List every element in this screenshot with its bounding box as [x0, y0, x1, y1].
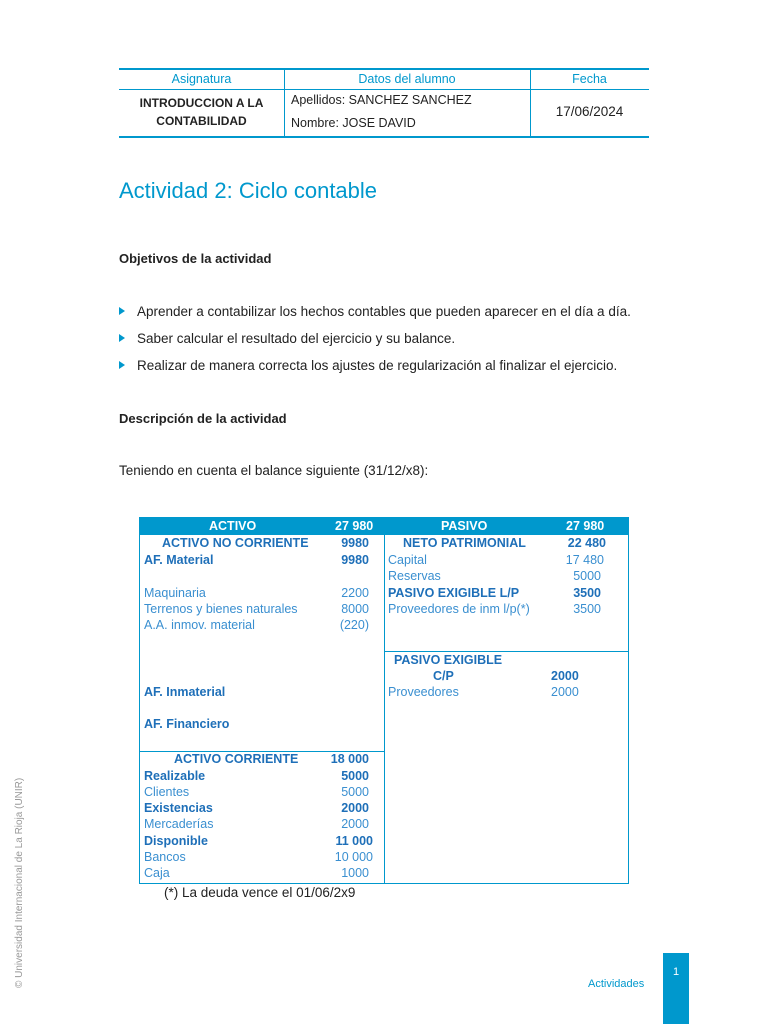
submission-date: 17/06/2024 [555, 104, 624, 119]
af-material-total: 9980 [341, 553, 369, 567]
reservas-value: 5000 [573, 569, 601, 583]
mercaderias-value: 2000 [341, 817, 369, 831]
bullet-icon [119, 361, 125, 369]
subject-line-2: CONTABILIDAD [156, 114, 247, 128]
objectives-heading: Objetivos de la actividad [119, 251, 272, 266]
pecp-label: PASIVO EXIGIBLE [394, 653, 503, 667]
header-row [119, 70, 649, 90]
anc-total: 9980 [341, 536, 369, 550]
realizable-value: 5000 [341, 769, 369, 783]
np-label: NETO PATRIMONIAL [403, 536, 526, 550]
bancos-value: 10 000 [334, 850, 373, 864]
np-total: 22 480 [567, 536, 606, 550]
anc-label: ACTIVO NO CORRIENTE [162, 536, 309, 550]
subject-line-1: INTRODUCCION A LA [139, 96, 264, 110]
maquinaria-label: Maquinaria [144, 586, 206, 600]
page-title: Actividad 2: Ciclo contable [119, 178, 378, 203]
header-divider [284, 70, 285, 136]
disponible-value: 11 000 [335, 834, 373, 848]
student-name: Nombre: JOSE DAVID [291, 116, 416, 130]
page-number-tab [663, 953, 689, 1024]
student-surnames: Apellidos: SANCHEZ SANCHEZ [291, 93, 472, 107]
caja-label: Caja [144, 866, 170, 880]
pelp-label: PASIVO EXIGIBLE L/P [388, 586, 520, 600]
balance-sheet [139, 517, 629, 884]
existencias-value: 2000 [341, 801, 369, 815]
reservas-label: Reservas [388, 569, 441, 583]
intro-text: Teniendo en cuenta el balance siguiente (31/12/x8): [119, 463, 429, 478]
pecp-total: 2000 [551, 669, 579, 683]
bullet-icon [119, 307, 125, 315]
copyright-notice: © Universidad Internacional de La Rioja (UNIR) [14, 777, 25, 988]
capital-value: 17 480 [565, 553, 604, 567]
proveedores-label: Proveedores [388, 685, 459, 699]
af-inmaterial-label: AF. Inmaterial [144, 685, 226, 699]
caja-value: 1000 [341, 866, 369, 880]
objective-item [119, 331, 455, 346]
amortizacion-value: (220) [339, 618, 369, 632]
capital-label: Capital [388, 553, 427, 567]
subject-name [119, 94, 284, 130]
realizable-label: Realizable [144, 769, 206, 783]
pasivo-label: PASIVO [441, 519, 488, 533]
activo-label: ACTIVO [209, 519, 257, 533]
activo-total: 27 980 [335, 519, 374, 533]
maquinaria-value: 2200 [341, 586, 369, 600]
objective-text: Saber calcular el resultado del ejercicio y su balance. [137, 331, 456, 346]
footer-label: Actividades [588, 978, 645, 990]
footnote: (*) La deuda vence el 01/06/2x9 [164, 885, 356, 900]
amortizacion-label: A.A. inmov. material [144, 618, 255, 632]
ac-label: ACTIVO CORRIENTE [174, 752, 299, 766]
clientes-label: Clientes [144, 785, 190, 799]
pelp-total: 3500 [573, 586, 601, 600]
objective-text: Realizar de manera correcta los ajustes de regularización al finalizar el ejercicio. [137, 358, 618, 373]
header-subject-label: Asignatura [171, 72, 232, 86]
af-financiero-label: AF. Financiero [144, 717, 230, 731]
af-material-label: AF. Material [144, 553, 214, 567]
disponible-label: Disponible [144, 834, 208, 848]
objective-item [119, 304, 631, 319]
description-heading: Descripción de la actividad [119, 411, 287, 426]
pasivo-total: 27 980 [566, 519, 605, 533]
prov-inm-label: Proveedores de inm l/p(*) [388, 602, 530, 616]
bullet-icon [119, 334, 125, 342]
ac-total: 18 000 [330, 752, 369, 766]
mercaderias-label: Mercaderías [144, 817, 214, 831]
objective-item [119, 358, 617, 373]
terrenos-label: Terrenos y bienes naturales [144, 602, 298, 616]
objective-text: Aprender a contabilizar los hechos contables que pueden aparecer en el día a día. [137, 304, 631, 319]
existencias-label: Existencias [144, 801, 213, 815]
header-table [119, 68, 649, 138]
proveedores-value: 2000 [551, 685, 579, 699]
prov-inm-value: 3500 [573, 602, 601, 616]
header-date-label: Fecha [572, 72, 607, 86]
bancos-label: Bancos [144, 850, 186, 864]
terrenos-value: 8000 [341, 602, 369, 616]
header-student-label: Datos del alumno [358, 72, 456, 86]
clientes-value: 5000 [341, 785, 369, 799]
page-number: 1 [672, 966, 680, 978]
pecp-label-cp: C/P [433, 669, 454, 683]
header-divider [530, 70, 531, 136]
